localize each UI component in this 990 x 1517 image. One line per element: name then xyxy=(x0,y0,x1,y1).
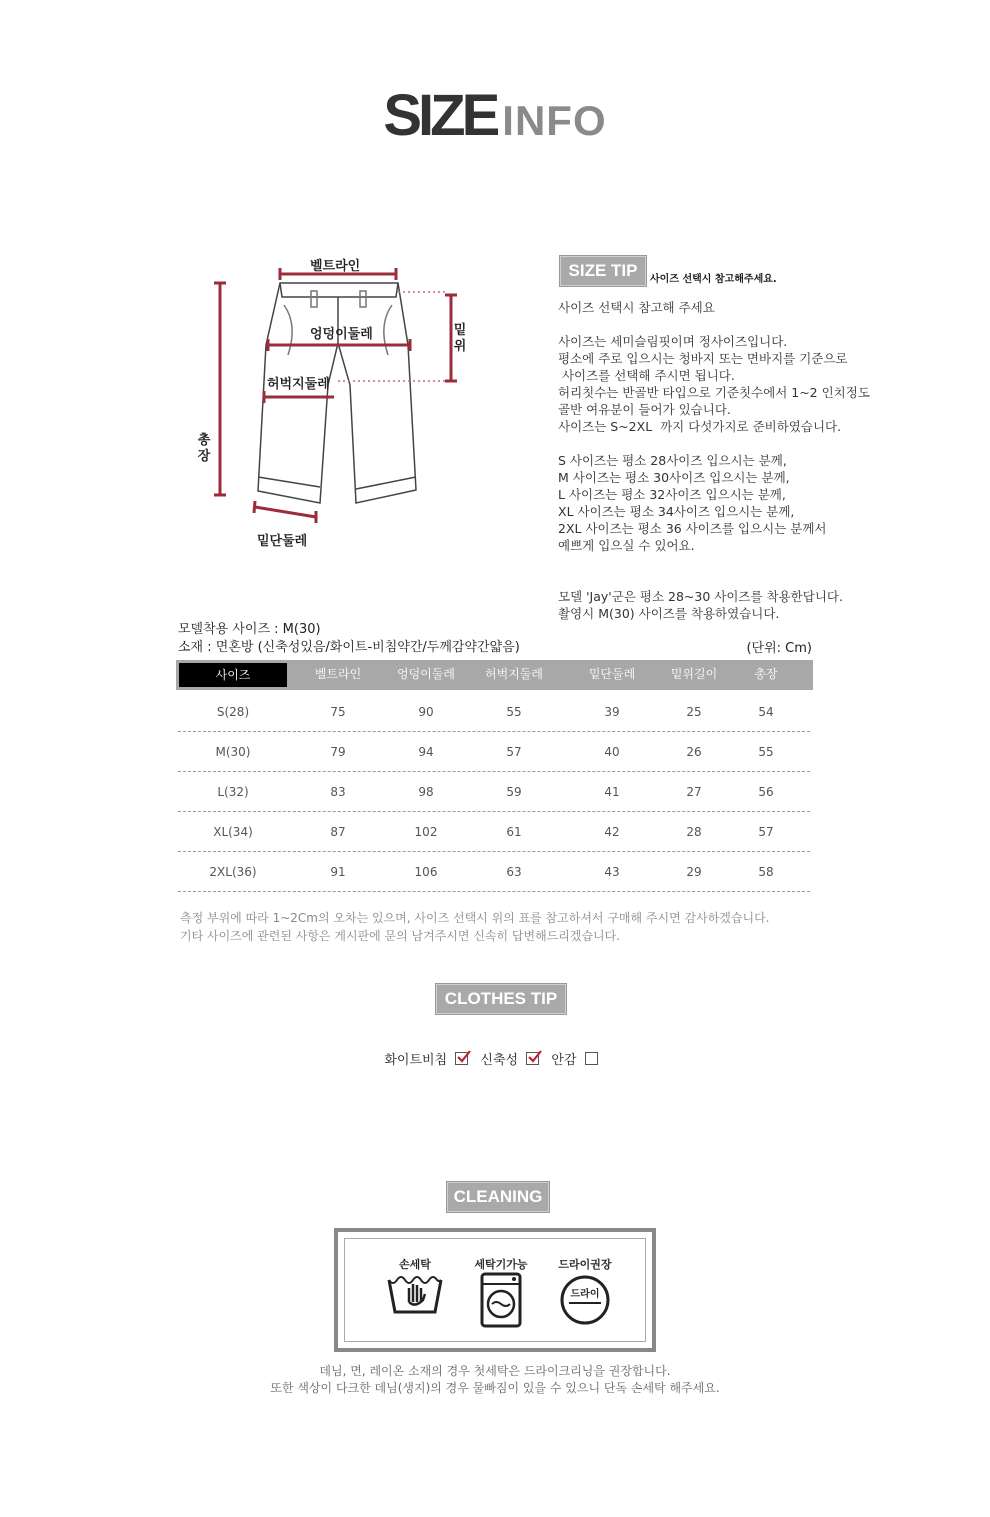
attr-label-see-through: 화이트비침 xyxy=(384,1053,448,1068)
model-size: 모델착용 사이즈 : M(30) xyxy=(178,622,321,637)
tip-line: 사이즈는 S~2XL 까지 다섯가지로 준비하였습니다. xyxy=(558,419,842,434)
cell-total: 55 xyxy=(758,745,774,759)
cell-hip: 94 xyxy=(418,745,434,759)
cleaning-note: 또한 색상이 다크한 데님(생지)의 경우 물빠짐이 있을 수 있으니 단독 손세탁 해주세요. xyxy=(270,1381,720,1395)
cell-size: L(32) xyxy=(217,785,249,799)
cell-thigh: 61 xyxy=(506,825,522,839)
clothes-attributes xyxy=(0,1049,990,1068)
dry-clean-label: 드라이권장 xyxy=(558,1258,612,1271)
tip-line: 사이즈를 선택해 주시면 됩니다. xyxy=(558,368,735,383)
cell-rise: 27 xyxy=(686,785,702,799)
cleaning-note: 데님, 면, 레이온 소재의 경우 첫세탁은 드라이크리닝을 권장합니다. xyxy=(319,1364,671,1378)
measurement-note: 측정 부위에 따라 1~2Cm의 오차는 있으며, 사이즈 선택시 위의 표를 참고하셔서 구매해 주시면 감사하겠습니다. xyxy=(180,911,770,925)
attr-label-lining: 안감 xyxy=(551,1053,577,1068)
cell-thigh: 63 xyxy=(506,865,522,879)
tip-line: L 사이즈는 평소 32사이즈 입으시는 분께, xyxy=(558,487,786,502)
cleaning-badge: CLEANING xyxy=(446,1181,550,1213)
tip-line: 예쁘게 입으실 수 있어요. xyxy=(558,538,695,553)
col-header-total: 총장 xyxy=(754,667,778,681)
size-table-header xyxy=(176,660,813,690)
checkbox-lining xyxy=(585,1052,598,1065)
cell-thigh: 59 xyxy=(506,785,522,799)
cell-size: 2XL(36) xyxy=(209,865,257,879)
tip-line: 사이즈는 세미슬림핏이며 정사이즈입니다. xyxy=(558,334,788,349)
label-beltline: 벨트라인 xyxy=(310,259,361,274)
col-header-hem: 밑단둘레 xyxy=(588,667,636,681)
material-info: 소재 : 면혼방 (신축성있음/화이트-비침약간/두께감약간얇음) xyxy=(178,640,520,655)
checkbox-see-through xyxy=(455,1052,468,1065)
hand-wash-label: 손세탁 xyxy=(399,1258,431,1271)
col-header-hip: 엉덩이둘레 xyxy=(397,667,455,681)
unit-label: (단위: Cm) xyxy=(746,641,812,656)
tip-line: XL 사이즈는 평소 34사이즈 입으시는 분께, xyxy=(558,504,795,519)
cleaning-icons-box xyxy=(334,1228,656,1352)
check-icon xyxy=(455,1049,471,1065)
cell-rise: 28 xyxy=(686,825,702,839)
tip-line: 평소에 주로 입으시는 청바지 또는 면바지를 기준으로 xyxy=(558,351,848,366)
washer-label: 세탁기가능 xyxy=(474,1258,528,1271)
cell-beltline: 87 xyxy=(330,825,346,839)
tip-line: 허리칫수는 반골반 타입으로 기준칫수에서 1~2 인치정도 xyxy=(558,385,870,400)
title-info: INFO xyxy=(502,97,607,144)
cleaning-item-washer xyxy=(456,1256,546,1332)
col-header-beltline: 벨트라인 xyxy=(314,667,362,681)
cleaning-item-dry-clean xyxy=(540,1256,630,1332)
clothes-tip-badge: CLOTHES TIP xyxy=(435,983,567,1015)
table-row xyxy=(178,691,810,732)
cell-hem: 41 xyxy=(604,785,620,799)
dry-clean-icon xyxy=(557,1272,613,1328)
tip-line: 촬영시 M(30) 사이즈를 착용하였습니다. xyxy=(558,606,780,621)
cell-hip: 98 xyxy=(418,785,434,799)
cell-rise: 25 xyxy=(686,705,702,719)
tip-line: 사이즈 선택시 참고해 주세요 xyxy=(558,300,715,315)
table-row xyxy=(178,811,810,852)
cleaning-item-hand-wash xyxy=(370,1256,460,1324)
cell-hem: 40 xyxy=(604,745,620,759)
cell-total: 54 xyxy=(758,705,774,719)
size-info-title xyxy=(0,82,990,149)
cell-hem: 43 xyxy=(604,865,620,879)
cell-hem: 39 xyxy=(604,705,620,719)
cell-thigh: 57 xyxy=(506,745,522,759)
tip-line: 골반 여유분이 들어가 있습니다. xyxy=(558,402,731,417)
label-hem: 밑단둘레 xyxy=(257,534,308,549)
hand-wash-icon xyxy=(385,1272,445,1320)
col-header-size: 사이즈 xyxy=(179,663,287,687)
tip-line: 모델 'Jay'군은 평소 28~30 사이즈를 착용한답니다. xyxy=(558,589,843,604)
pants-diagram xyxy=(180,245,470,565)
cell-rise: 29 xyxy=(686,865,702,879)
label-thigh: 허벅지둘레 xyxy=(267,377,330,392)
cell-size: S(28) xyxy=(216,705,250,719)
pants-illustration xyxy=(180,245,470,565)
cell-total: 56 xyxy=(758,785,774,799)
cell-beltline: 91 xyxy=(330,865,346,879)
size-tip-note: 사이즈 선택시 참고해주세요. xyxy=(650,274,777,285)
title-size: SIZE xyxy=(383,83,497,148)
inquiry-note: 기타 사이즈에 관련된 사항은 게시판에 문의 남겨주시면 신속히 답변해드리겠습니다. xyxy=(180,929,621,943)
washing-machine-icon xyxy=(476,1272,526,1328)
cell-hip: 102 xyxy=(414,825,438,839)
tip-line: M 사이즈는 평소 30사이즈 입으시는 분께, xyxy=(558,470,790,485)
tip-line: S 사이즈는 평소 28사이즈 입으시는 분께, xyxy=(558,453,787,468)
table-row xyxy=(178,771,810,812)
size-tip-badge: SIZE TIP xyxy=(559,255,647,287)
cell-size: XL(34) xyxy=(213,825,253,839)
tip-line: 2XL 사이즈는 평소 36 사이즈를 입으시는 분께서 xyxy=(558,521,827,536)
cell-hip: 106 xyxy=(414,865,438,879)
label-rise: 밑 위 xyxy=(453,323,467,354)
label-total-length: 총 장 xyxy=(197,433,211,464)
cell-total: 57 xyxy=(758,825,774,839)
col-header-rise: 밑위길이 xyxy=(670,667,718,681)
col-header-thigh: 허벅지둘레 xyxy=(485,667,543,681)
attr-label-stretch: 신축성 xyxy=(480,1053,519,1068)
cell-beltline: 75 xyxy=(330,705,346,719)
check-icon xyxy=(526,1049,542,1065)
label-hip: 엉덩이둘레 xyxy=(310,327,373,342)
cell-thigh: 55 xyxy=(506,705,522,719)
cell-rise: 26 xyxy=(686,745,702,759)
cell-beltline: 83 xyxy=(330,785,346,799)
cell-total: 58 xyxy=(758,865,774,879)
cell-hem: 42 xyxy=(604,825,620,839)
checkbox-stretch xyxy=(526,1052,539,1065)
dry-clean-icon-text: 드라이 xyxy=(570,1289,600,1300)
table-row xyxy=(178,731,810,772)
cell-hip: 90 xyxy=(418,705,434,719)
table-row xyxy=(178,851,810,892)
cell-beltline: 79 xyxy=(330,745,346,759)
cell-size: M(30) xyxy=(215,745,251,759)
